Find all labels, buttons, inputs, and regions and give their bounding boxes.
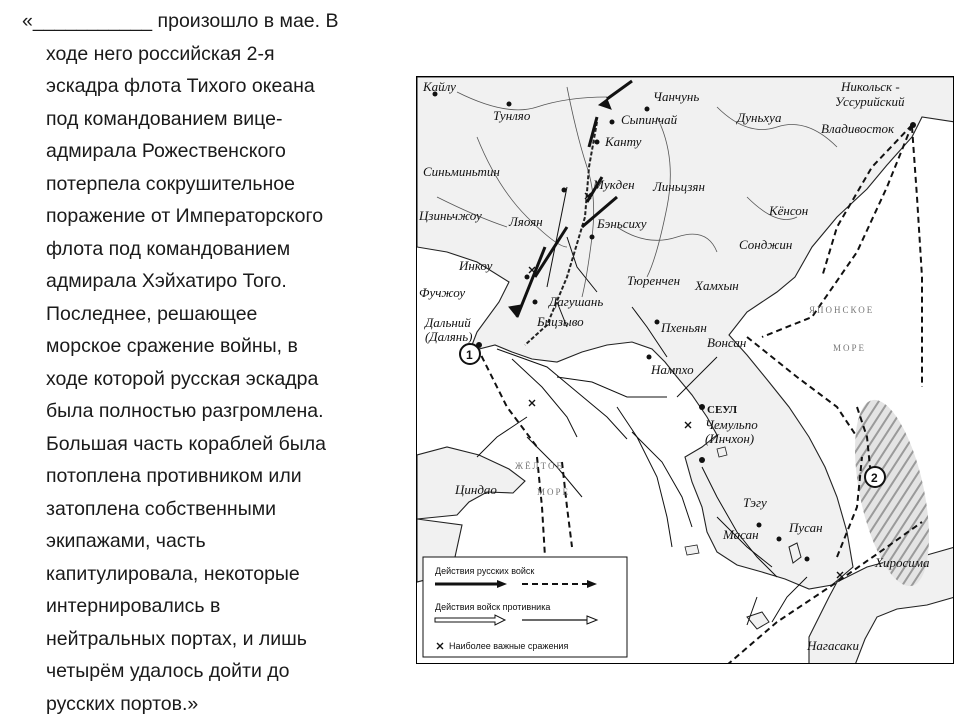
question-line: «___________ произошло в мае. В <box>22 10 339 32</box>
label-fuzhou: Фучжоу <box>419 285 466 300</box>
label-jinzhou: Цзиньчжоу <box>419 208 482 223</box>
label-tunlyao: Тунляо <box>493 108 531 123</box>
sea-label-yellow-1: ЖЁЛТОЕ <box>515 461 565 471</box>
question-line: Большая часть кораблей была <box>46 432 326 455</box>
legend-russian-label: Действия русских войск <box>435 566 535 576</box>
question-line: ходе него российская 2-я <box>46 42 275 65</box>
label-tsindao: Циндао <box>455 482 497 497</box>
label-sinminting: Синьминьтин <box>423 164 500 179</box>
label-chemulpo: Чемульпо <box>705 417 758 432</box>
label-dagushan: Дагушань <box>549 294 604 309</box>
question-line: экипажами, часть <box>46 530 206 552</box>
question-line: русских портов.» <box>46 692 199 715</box>
label-changchun: Чанчунь <box>653 89 700 104</box>
label-tegu: Тэгу <box>743 495 767 510</box>
label-benxihu: Бэньсиху <box>597 216 647 231</box>
label-hamhyn: Хамхын <box>695 278 739 293</box>
question-line: поражение от Императорского <box>46 205 324 227</box>
question-line: четырём удалось дойти до <box>46 660 290 682</box>
label-dunhua: Дуньхуа <box>737 110 782 125</box>
question-line: потоплена противником или <box>46 465 302 487</box>
label-dalniy: Дальний <box>425 315 471 330</box>
label-nagasaki: Нагасаки <box>807 638 859 653</box>
question-line: капитулировала, некоторые <box>46 562 300 585</box>
label-inkou: Инкоу <box>459 258 493 273</box>
sea-label-japan-2: МОРЕ <box>833 343 867 353</box>
historical-map <box>416 76 954 664</box>
label-kantu: Канту <box>605 134 642 149</box>
sea-label-yellow-2: МОРЕ <box>537 487 571 497</box>
label-sypingay: Сыпинчай <box>621 112 678 127</box>
svg-text:1: 1 <box>466 348 473 362</box>
legend-enemy-label: Действия войск противника <box>435 602 551 612</box>
label-masan: Масан <box>723 527 759 542</box>
question-line: затоплена собственными <box>46 497 277 520</box>
label-vladivostok: Владивосток <box>821 121 895 136</box>
question-line: нейтральных портах, и лишь <box>46 627 307 650</box>
label-kenson: Кёнсон <box>769 203 809 218</box>
label-sondzhin: Сонджин <box>739 237 793 252</box>
label-kaylu: Кайлу <box>423 79 456 94</box>
label-vonsan: Вонсан <box>707 335 747 350</box>
question-line: флота под командованием <box>46 237 291 260</box>
marker-1 <box>460 344 480 364</box>
sea-label-japan-1: ЯПОНСКОЕ <box>809 305 875 315</box>
label-nikolsk-1: Никольск - <box>841 79 900 94</box>
map-legend <box>423 557 627 657</box>
label-inchon: (Инчхон) <box>705 431 755 446</box>
question-line: Последнее, решающее <box>46 302 258 325</box>
label-pusan: Пусан <box>789 520 823 535</box>
label-mukden: Мукден <box>593 177 635 192</box>
question-line: адмирала Хэйхатиро Того. <box>46 270 287 292</box>
label-tyurenchen: Тюренчен <box>627 273 681 288</box>
svg-text:2: 2 <box>871 471 878 485</box>
label-dalian: (Далянь) <box>425 329 473 344</box>
label-linjiang: Линьцзян <box>653 179 705 194</box>
label-nikolsk-2: Уссурийский <box>835 94 905 109</box>
question-line: ходе которой русская эскадра <box>46 367 319 390</box>
question-line: интернировались в <box>46 595 221 617</box>
legend-battles-label: Наиболее важные сражения <box>449 641 569 651</box>
map-svg <box>417 77 954 664</box>
marker-2 <box>865 467 885 487</box>
question-line: эскадра флота Тихого океана <box>46 75 315 97</box>
question-line: была полностью разгромлена. <box>46 400 324 422</box>
label-nampkho: Нампхо <box>651 362 694 377</box>
label-pkhenyan: Пхеньян <box>661 320 707 335</box>
label-hiroshima: Хиросима <box>875 555 930 570</box>
question-line: морское сражение войны, в <box>46 335 298 357</box>
question-line: потерпела сокрушительное <box>46 172 295 195</box>
label-lyaoyan: Ляоян <box>509 214 543 229</box>
label-seul: СЕУЛ <box>707 404 738 416</box>
label-bitszyvo: Бицзыво <box>537 314 584 329</box>
question-line: адмирала Рожественского <box>46 140 286 162</box>
question-line: под командованием вице- <box>46 107 283 130</box>
